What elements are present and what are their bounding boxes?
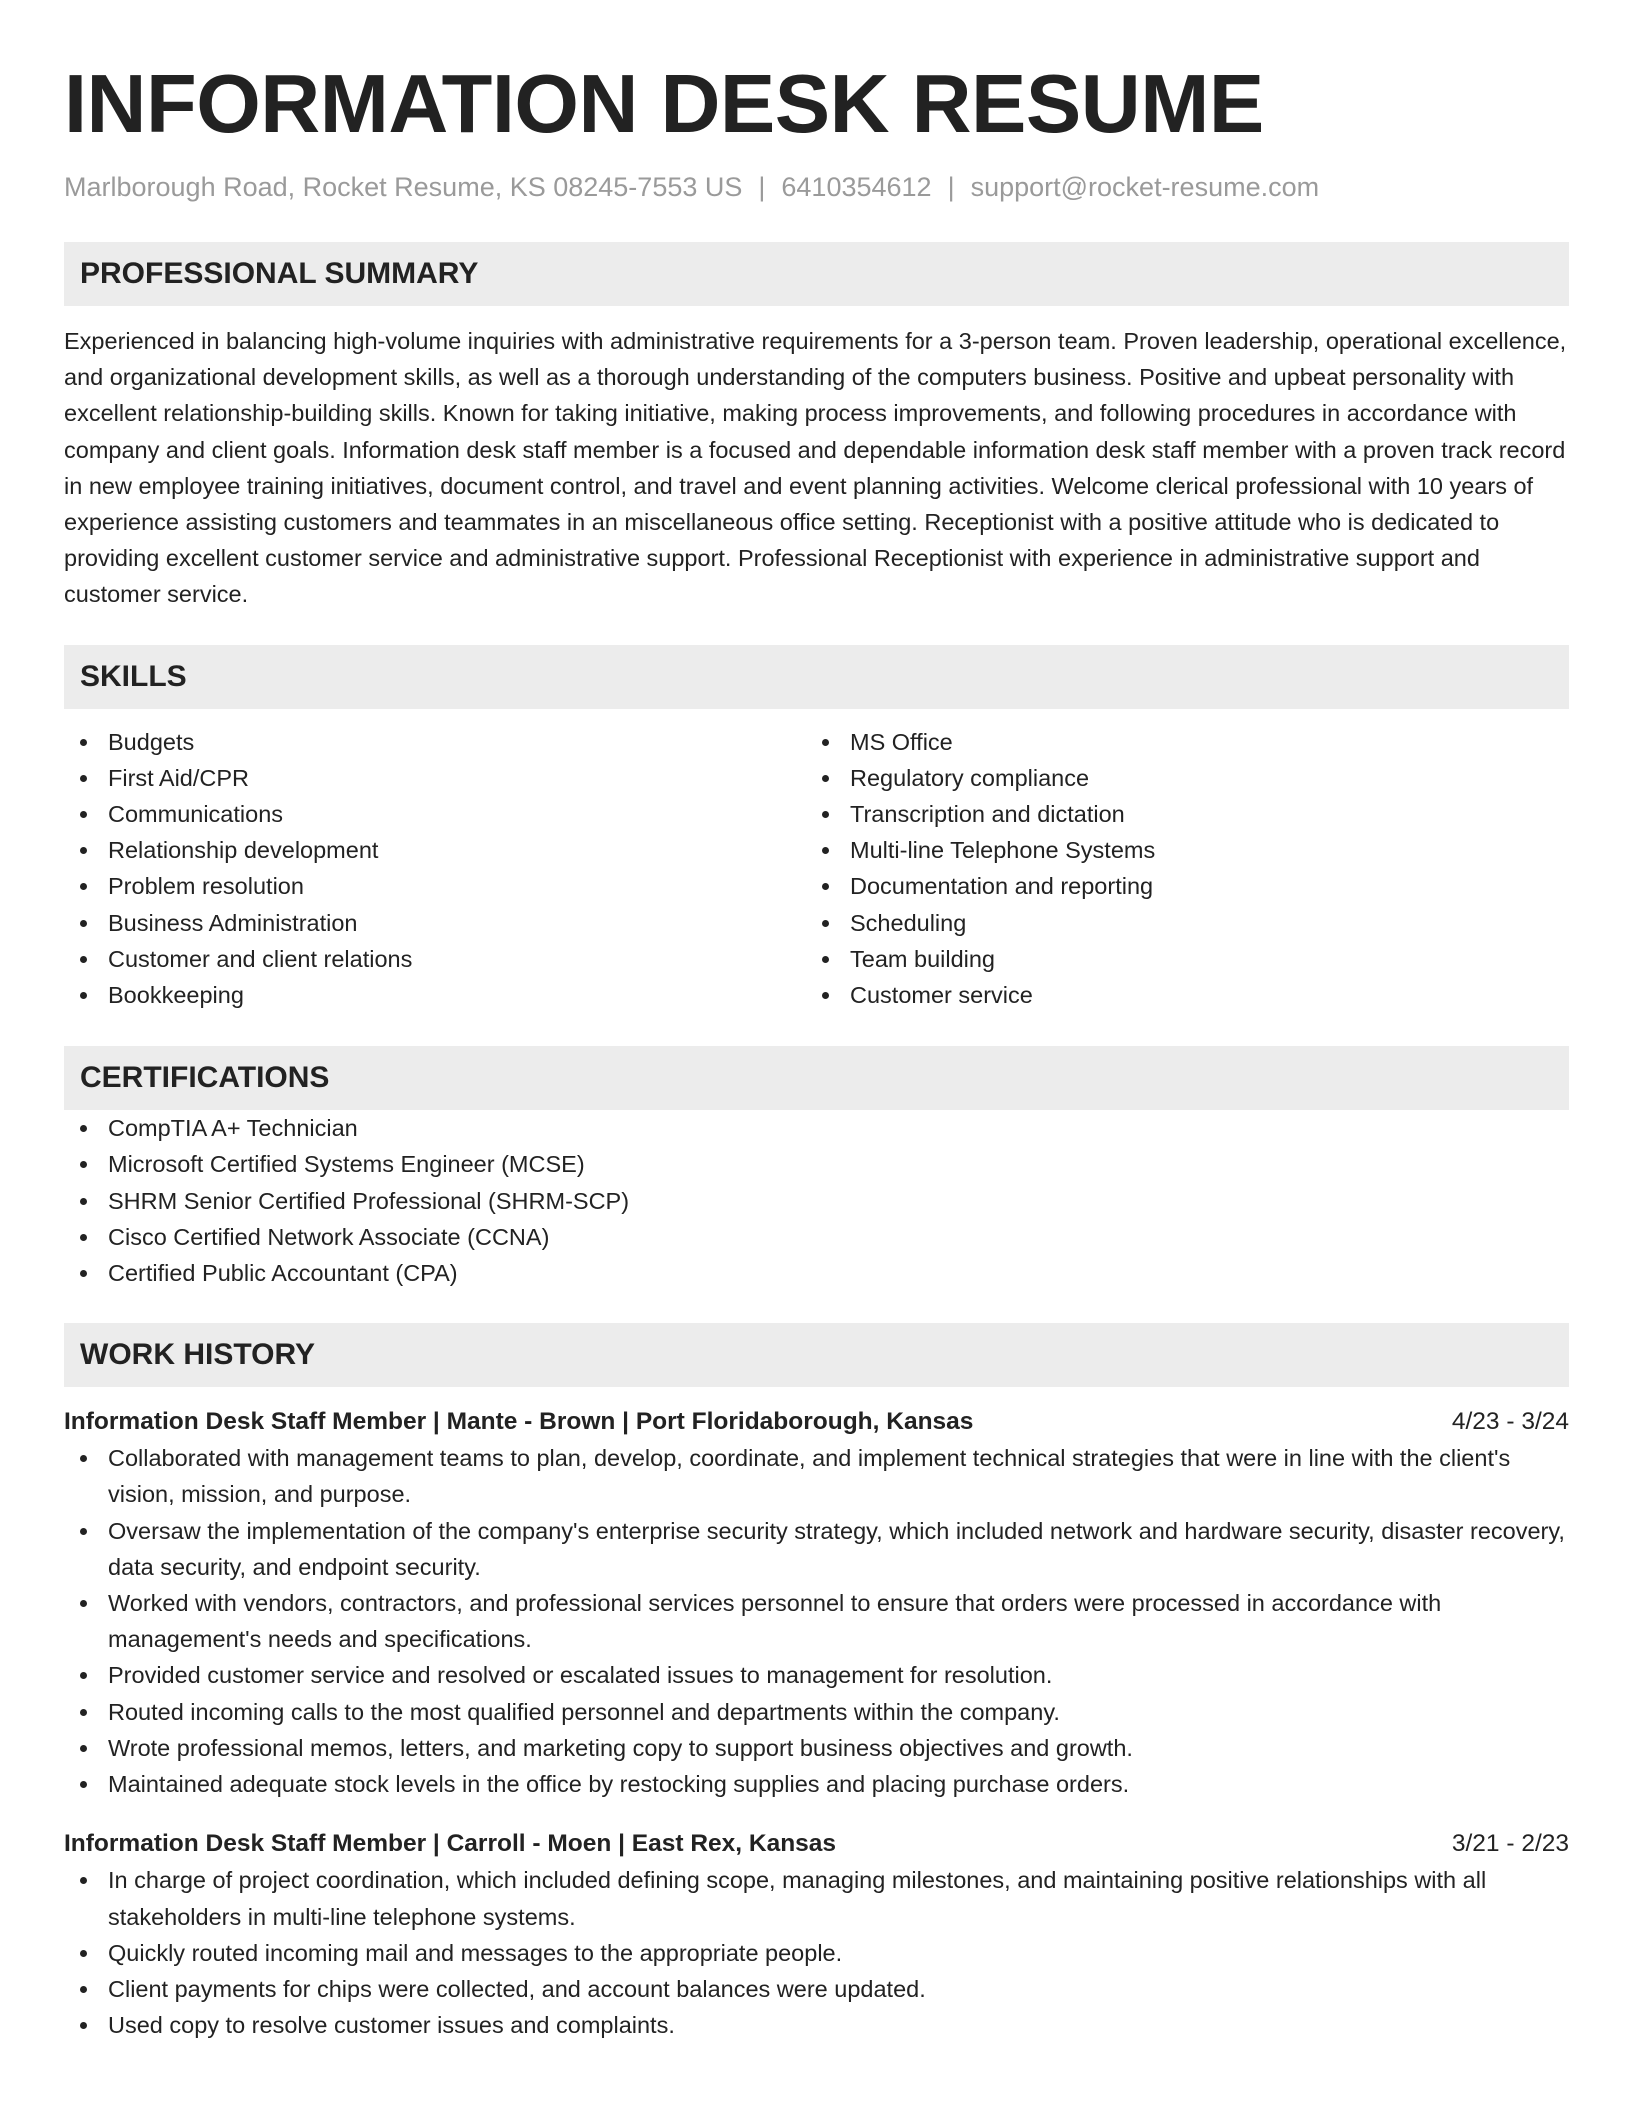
- certification-item: SHRM Senior Certified Professional (SHRM-SCP): [64, 1183, 1569, 1219]
- resume-title: INFORMATION DESK RESUME: [64, 57, 1264, 150]
- skill-item: Problem resolution: [64, 868, 806, 904]
- job-bullet: Collaborated with management teams to plan, develop, coordinate, and implement technical strategies that were in line with the client's vision, mission, and purpose.: [64, 1440, 1569, 1512]
- skills-grid: [64, 724, 1569, 1014]
- skill-item: Bookkeeping: [64, 977, 806, 1013]
- job-bullet: Wrote professional memos, letters, and marketing copy to support business objectives and growth.: [64, 1730, 1569, 1766]
- skill-item: Regulatory compliance: [806, 760, 1569, 796]
- job-bullet: Quickly routed incoming mail and messages to the appropriate people.: [64, 1935, 1569, 1971]
- skills-list-right: [806, 724, 1569, 1014]
- job-header: [64, 1826, 1569, 1862]
- contact-phone: 6410354612: [781, 172, 932, 202]
- job-bullet: Routed incoming calls to the most qualified personnel and departments within the company.: [64, 1694, 1569, 1730]
- skill-item: Documentation and reporting: [806, 868, 1569, 904]
- job-bullet: Used copy to resolve customer issues and complaints.: [64, 2007, 1569, 2043]
- job-bullet: Provided customer service and resolved or escalated issues to management for resolution.: [64, 1657, 1569, 1693]
- skill-item: Team building: [806, 941, 1569, 977]
- certifications-section-header: CERTIFICATIONS: [64, 1046, 1569, 1110]
- certification-item: Cisco Certified Network Associate (CCNA): [64, 1219, 1569, 1255]
- job-entry: [64, 1826, 1569, 2043]
- skills-list-left: [64, 724, 806, 1014]
- job-header: [64, 1404, 1569, 1440]
- job-title: Information Desk Staff Member | Mante - Brown | Port Floridaborough, Kansas: [64, 1408, 974, 1436]
- certification-item: Microsoft Certified Systems Engineer (MCSE): [64, 1146, 1569, 1182]
- summary-text: Experienced in balancing high-volume inquiries with administrative requirements for a 3-person team. Proven leadership, operational excellence, and organizational development skills, as well as a thorough understanding of the computers business. Positive and upbeat personality with excellent relationship-building skills. Known for taking initiative, making process improvements, and following procedures in accordance with company and client goals. Information desk staff member is a focused and dependable information desk staff member with a proven track record in new employee training initiatives, document control, and travel and event planning activities. Welcome clerical professional with 10 years of experience assisting customers and teammates in an miscellaneous office setting. Receptionist with a positive attitude who is dedicated to providing excellent customer service and administrative support. Professional Receptionist with experience in administrative support and customer service.: [64, 328, 1567, 608]
- contact-separator: |: [947, 172, 955, 202]
- certifications-list: [64, 1110, 1569, 1291]
- job-dates: 4/23 - 3/24: [1451, 1408, 1569, 1436]
- skill-item: Customer and client relations: [64, 941, 806, 977]
- job-bullet: Client payments for chips were collected, and account balances were updated.: [64, 1971, 1569, 2007]
- work-history-section-header: WORK HISTORY: [64, 1323, 1569, 1387]
- certification-item: Certified Public Accountant (CPA): [64, 1255, 1569, 1291]
- job-entry: [64, 1404, 1569, 1802]
- skill-item: Scheduling: [806, 905, 1569, 941]
- skill-item: Business Administration: [64, 905, 806, 941]
- job-title: Information Desk Staff Member | Carroll - Moen | East Rex, Kansas: [64, 1830, 837, 1858]
- skill-item: Transcription and dictation: [806, 796, 1569, 832]
- skill-item: Multi-line Telephone Systems: [806, 832, 1569, 868]
- contact-email: support@rocket-resume.com: [970, 172, 1320, 202]
- skill-item: Budgets: [64, 724, 806, 760]
- summary-section-header: PROFESSIONAL SUMMARY: [64, 242, 1569, 306]
- contact-address: Marlborough Road, Rocket Resume, KS 08245-7553 US: [64, 172, 743, 202]
- certification-item: CompTIA A+ Technician: [64, 1110, 1569, 1146]
- skill-item: Communications: [64, 796, 806, 832]
- skill-item: First Aid/CPR: [64, 760, 806, 796]
- skill-item: MS Office: [806, 724, 1569, 760]
- skill-item: Customer service: [806, 977, 1569, 1013]
- job-bullet: Maintained adequate stock levels in the office by restocking supplies and placing purchase orders.: [64, 1766, 1569, 1802]
- job-bullet: In charge of project coordination, which included defining scope, managing milestones, and maintaining positive relationships with all stakeholders in multi-line telephone systems.: [64, 1862, 1569, 1934]
- contact-separator: |: [758, 172, 766, 202]
- contact-line: [64, 170, 1569, 204]
- job-bullets: [64, 1440, 1569, 1802]
- job-bullet: Oversaw the implementation of the company's enterprise security strategy, which included network and hardware security, disaster recovery, data security, and endpoint security.: [64, 1513, 1569, 1585]
- skills-section-header: SKILLS: [64, 645, 1569, 709]
- skill-item: Relationship development: [64, 832, 806, 868]
- job-bullet: Worked with vendors, contractors, and professional services personnel to ensure that orders were processed in accordance with management's needs and specifications.: [64, 1585, 1569, 1657]
- job-dates: 3/21 - 2/23: [1451, 1830, 1569, 1858]
- job-bullets: [64, 1862, 1569, 2043]
